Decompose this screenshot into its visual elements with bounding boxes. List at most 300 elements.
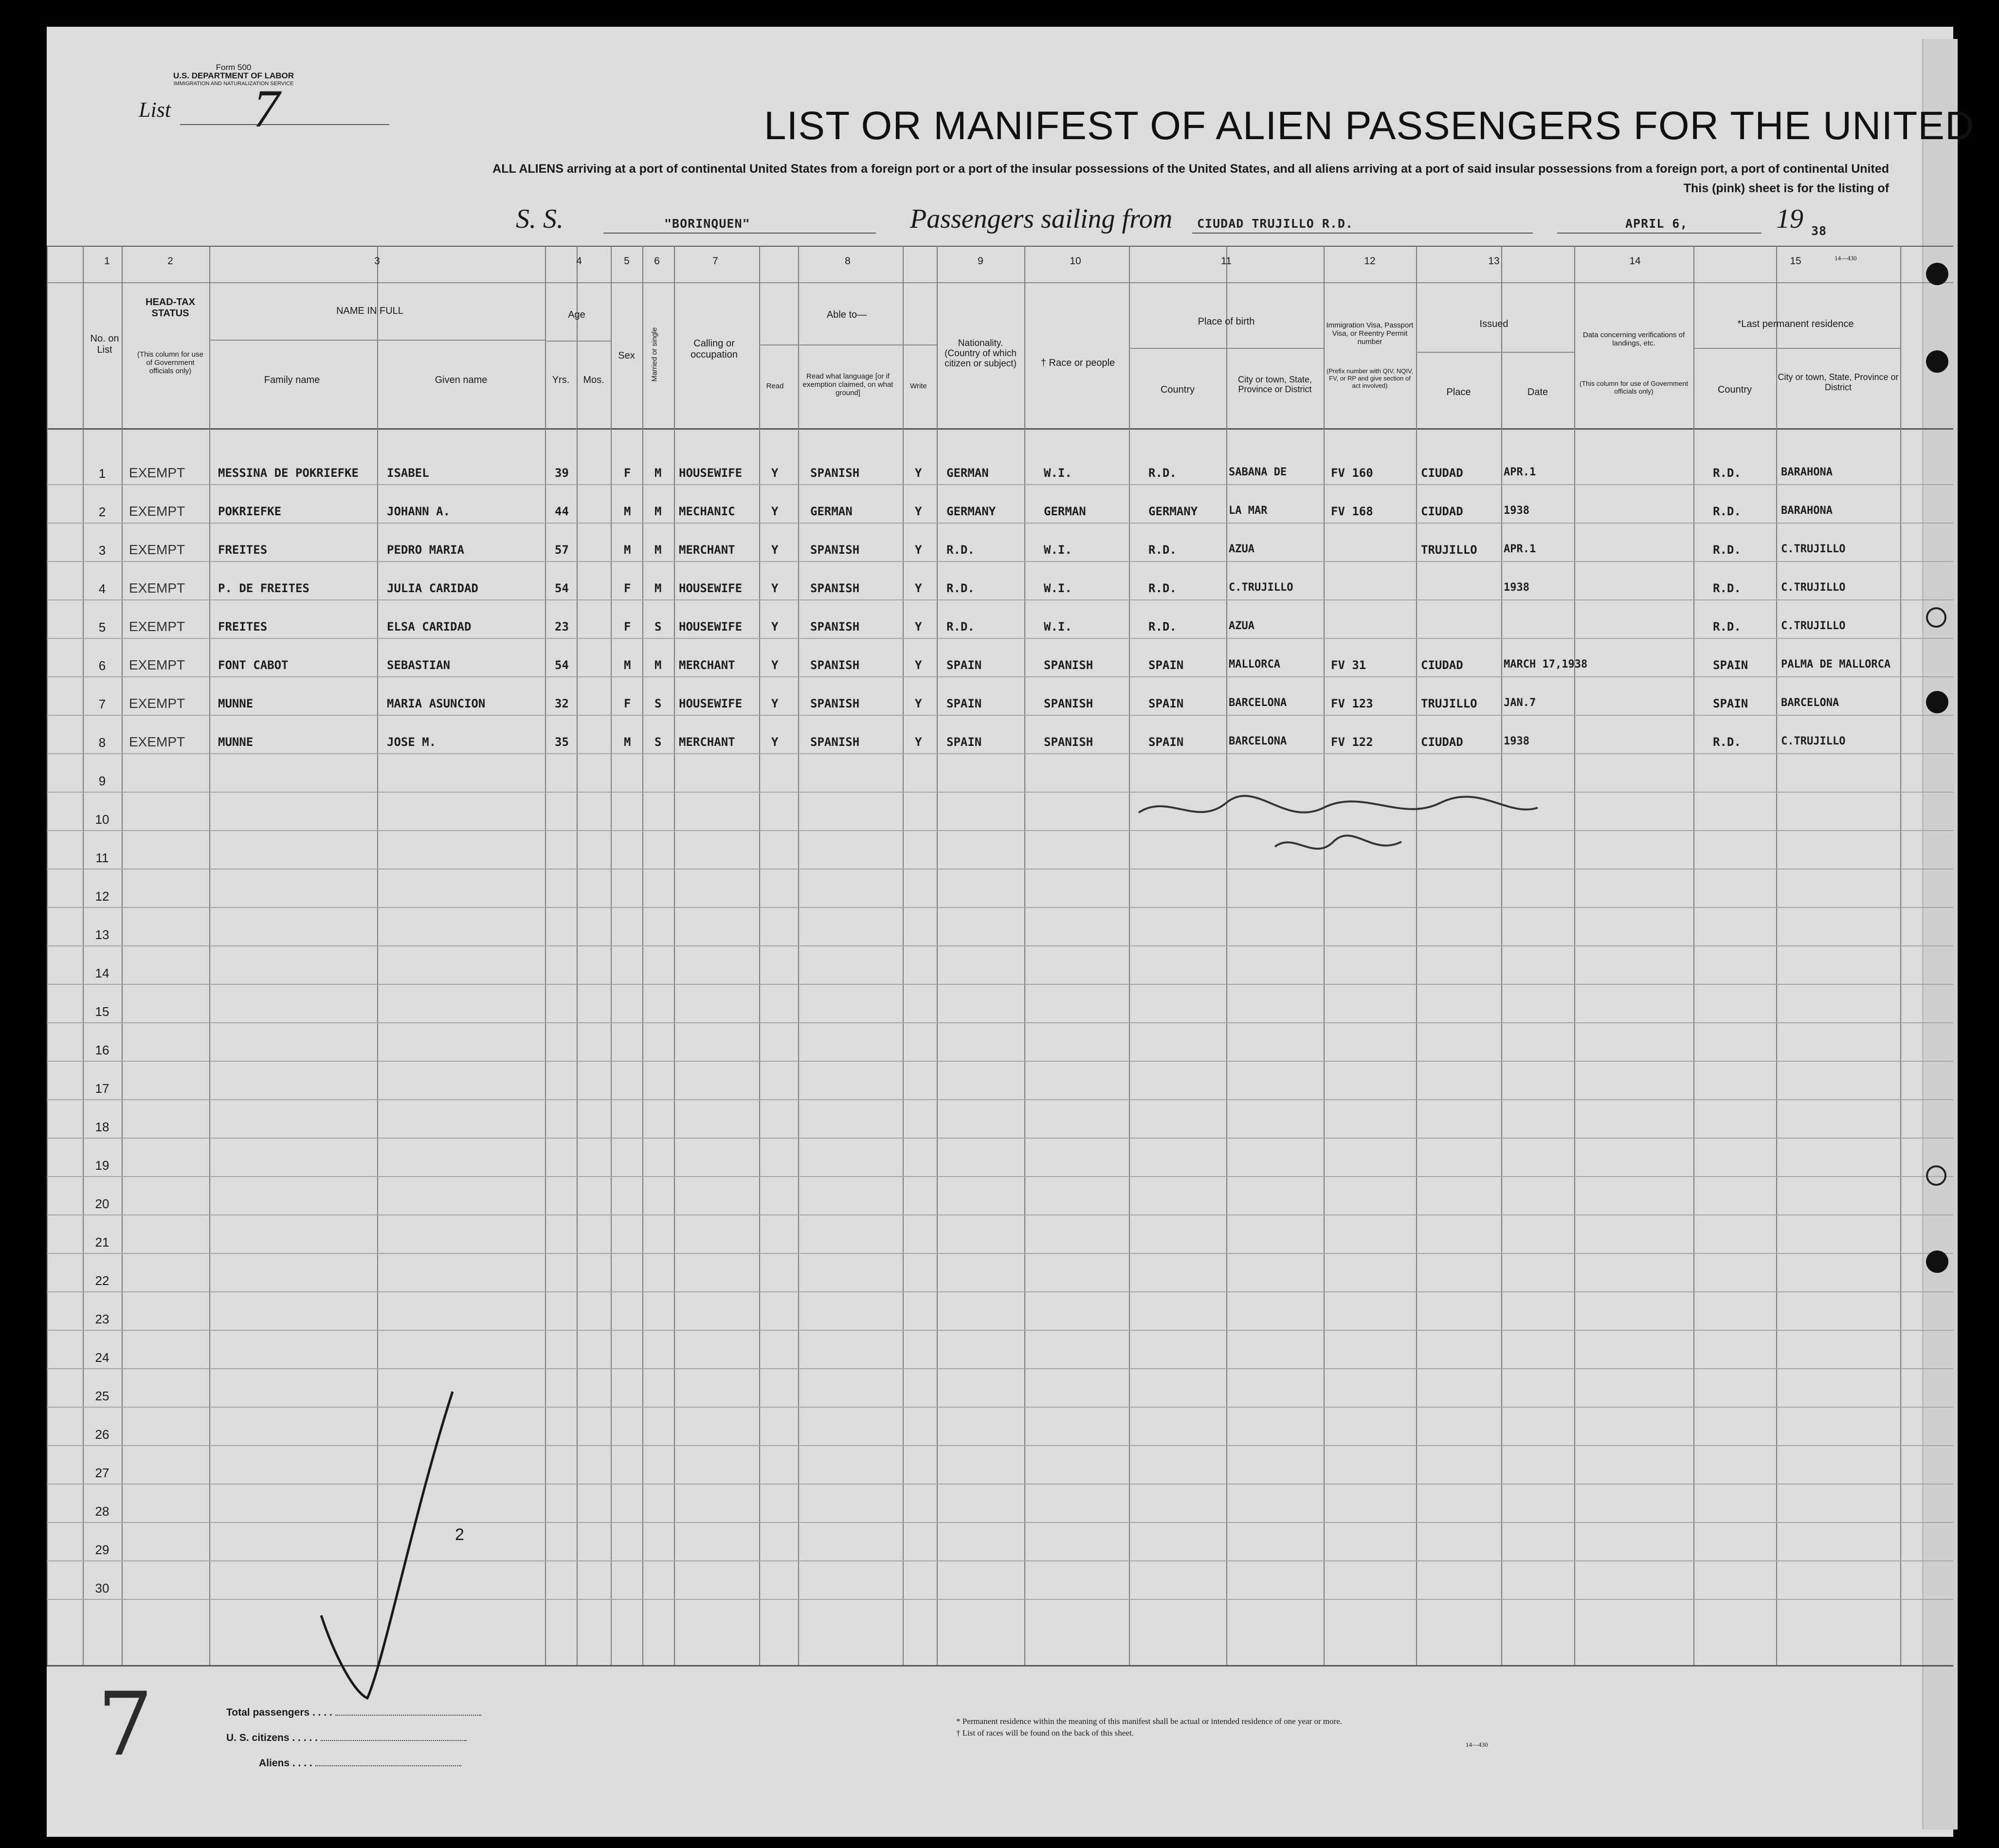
- cell-visa: FV 160: [1331, 466, 1373, 480]
- cell-i-date: JAN.7: [1504, 697, 1536, 709]
- row-divider: [47, 1214, 1953, 1215]
- cell-given: MARIA ASUNCION: [387, 697, 486, 710]
- hdr-issued: Issued: [1479, 319, 1508, 329]
- list-underline: [180, 124, 389, 125]
- cell-family: FREITES: [218, 620, 268, 634]
- column-divider: [1129, 246, 1130, 1665]
- cell-ms: M: [654, 543, 662, 557]
- footnote-residence: * Permanent residence within the meaning of this manifest shall be actual or intended residence of one year or more.: [956, 1717, 1343, 1726]
- column-divider: [545, 246, 546, 1665]
- cell-sex: F: [624, 581, 631, 595]
- row-divider: [47, 484, 1953, 485]
- row-number: 22: [95, 1273, 109, 1288]
- cell-write: Y: [915, 658, 922, 672]
- column-divider: [1416, 246, 1417, 1665]
- cell-status: EXEMPT: [129, 734, 185, 749]
- cell-given: PEDRO MARIA: [387, 543, 464, 557]
- cell-b-city: MALLORCA: [1229, 658, 1280, 670]
- row-divider: [47, 830, 1953, 831]
- cell-race: W.I.: [1044, 620, 1072, 634]
- cell-write: Y: [915, 697, 922, 710]
- column-divider: [83, 246, 84, 1665]
- row-divider: [47, 715, 1953, 716]
- cell-calling: MERCHANT: [679, 543, 735, 557]
- birth-subdivider: [1129, 348, 1324, 349]
- column-number: 2: [167, 255, 173, 267]
- form-code-bottom: 14—430: [1466, 1741, 1488, 1748]
- cell-b-country: R.D.: [1148, 581, 1177, 595]
- column-number: 15: [1790, 255, 1801, 267]
- row-divider: [47, 561, 1953, 562]
- cell-write: Y: [915, 543, 922, 557]
- cell-given: ISABEL: [387, 466, 429, 480]
- hdr-able-to: Able to—: [826, 309, 867, 320]
- cell-yrs: 32: [555, 697, 569, 710]
- punch-hole: [1926, 691, 1948, 713]
- cell-status: EXEMPT: [129, 542, 185, 557]
- cell-b-country: R.D.: [1148, 543, 1177, 557]
- cell-write: Y: [915, 466, 922, 480]
- cell-status: EXEMPT: [129, 504, 185, 519]
- row-number: 5: [98, 620, 106, 634]
- column-number: 11: [1221, 255, 1232, 267]
- cell-family: P. DE FREITES: [218, 581, 309, 595]
- column-divider: [1693, 246, 1694, 1665]
- date-underline: [1557, 233, 1762, 234]
- hdr-married: Married or single: [650, 327, 659, 382]
- row-number: 4: [98, 581, 106, 596]
- column-divider: [47, 246, 48, 1665]
- hdr-place-of-birth: Place of birth: [1198, 316, 1255, 327]
- hdr-visa-note: (Prefix number with QIV, NQIV, FV, or RP and give section of act involved): [1326, 367, 1414, 389]
- row-number: 2: [98, 505, 106, 519]
- row-divider: [47, 945, 1953, 946]
- column-number: 4: [576, 255, 582, 267]
- cell-race: W.I.: [1044, 466, 1072, 480]
- cell-ms: M: [654, 581, 662, 595]
- cell-calling: MERCHANT: [679, 735, 735, 749]
- row-divider: [47, 1291, 1953, 1292]
- cell-i-date: APR.1: [1504, 543, 1536, 555]
- column-divider: [1324, 246, 1325, 1665]
- hdr-race: † Race or people: [1040, 358, 1115, 368]
- stamp-number: 2: [455, 1525, 464, 1544]
- hdr-visa: Immigration Visa, Passport Visa, or Reentry Permit number: [1326, 321, 1414, 346]
- hdr-issued-place: Place: [1446, 387, 1471, 398]
- row-divider: [47, 1061, 1953, 1062]
- cell-sex: F: [624, 620, 631, 634]
- row-number: 15: [95, 1004, 109, 1019]
- column-number: 6: [654, 255, 660, 267]
- hdr-head-tax-note: (This column for use of Government officials only): [137, 350, 203, 375]
- port-underline: [1192, 233, 1533, 234]
- cell-nationality: R.D.: [946, 581, 975, 595]
- hdr-sex: Sex: [618, 350, 635, 361]
- sailing-date: APRIL 6,: [1625, 217, 1688, 231]
- cell-r-city: PALMA DE MALLORCA: [1781, 658, 1891, 670]
- colnum-divider: [47, 282, 1953, 283]
- ss-label: S. S.: [516, 204, 563, 234]
- subtitle-line-2: This (pink) sheet is for the listing of: [1683, 181, 1889, 195]
- cell-read: Y: [771, 466, 779, 480]
- hdr-birth-city: City or town, State, Province or District: [1237, 375, 1312, 394]
- header-bottom: [47, 428, 1953, 430]
- column-divider: [209, 246, 210, 1665]
- us-citizens-label: U. S. citizens . . . . .: [226, 1732, 467, 1744]
- row-number: 14: [95, 966, 109, 980]
- column-divider: [759, 246, 760, 1665]
- row-number: 3: [98, 543, 106, 558]
- cell-sex: M: [624, 543, 631, 557]
- column-divider: [1574, 246, 1575, 1665]
- page-title: LIST OR MANIFEST OF ALIEN PASSENGERS FOR THE UNITED: [764, 104, 1975, 148]
- row-divider: [47, 1099, 1953, 1100]
- row-number: 12: [95, 889, 109, 904]
- row-divider: [47, 1330, 1953, 1331]
- row-divider: [47, 1253, 1953, 1254]
- hdr-mos: Mos.: [583, 375, 604, 385]
- hdr-last-residence: *Last permanent residence: [1737, 319, 1854, 329]
- row-divider: [47, 907, 1953, 908]
- hdr-read: Read: [766, 382, 784, 390]
- cell-b-city: C.TRUJILLO: [1229, 581, 1293, 594]
- cell-b-city: SABANA DE: [1229, 466, 1287, 478]
- cell-r-city: C.TRUJILLO: [1781, 581, 1846, 594]
- cell-ms: M: [654, 466, 662, 480]
- row-divider: [47, 1368, 1953, 1369]
- cell-lang: SPANISH: [810, 697, 860, 710]
- age-subdivider: [545, 341, 611, 342]
- punch-hole: [1926, 1165, 1946, 1186]
- cell-b-country: SPAIN: [1148, 697, 1184, 710]
- cell-status: EXEMPT: [129, 657, 185, 672]
- cell-yrs: 57: [555, 543, 569, 557]
- issued-subdivider: [1416, 352, 1574, 353]
- hdr-head-tax: HEAD-TAX STATUS: [145, 297, 195, 319]
- row-number: 11: [95, 851, 109, 865]
- cell-family: MESSINA DE POKRIEFKE: [218, 466, 359, 480]
- column-number: 13: [1488, 255, 1500, 267]
- column-divider: [1501, 246, 1502, 1665]
- cell-family: FREITES: [218, 543, 268, 557]
- column-divider: [798, 246, 799, 1665]
- cell-lang: SPANISH: [810, 543, 860, 557]
- cell-status: EXEMPT: [129, 465, 185, 480]
- column-divider: [122, 246, 123, 1665]
- cell-status: EXEMPT: [129, 619, 185, 634]
- cell-race: W.I.: [1044, 581, 1072, 595]
- cell-read: Y: [771, 505, 779, 518]
- cell-given: JOSE M.: [387, 735, 436, 749]
- cell-lang: SPANISH: [810, 620, 860, 634]
- cell-i-date: 1938: [1504, 505, 1529, 517]
- cell-read: Y: [771, 581, 779, 595]
- cell-i-place: CIUDAD: [1421, 505, 1463, 518]
- cell-b-country: SPAIN: [1148, 658, 1184, 672]
- cell-yrs: 54: [555, 658, 569, 672]
- cell-visa: FV 168: [1331, 505, 1373, 518]
- cell-b-country: R.D.: [1148, 620, 1177, 634]
- cell-yrs: 39: [555, 466, 569, 480]
- column-divider: [611, 246, 612, 1665]
- cell-i-date: APR.1: [1504, 466, 1536, 478]
- cell-i-place: CIUDAD: [1421, 735, 1463, 749]
- column-divider: [1900, 246, 1901, 1665]
- cell-i-place: TRUJILLO: [1421, 543, 1477, 557]
- row-number: 16: [95, 1043, 109, 1057]
- column-number: 5: [624, 255, 630, 267]
- cell-ms: M: [654, 505, 662, 518]
- cell-visa: FV 31: [1331, 658, 1366, 672]
- cell-read: Y: [771, 735, 779, 749]
- cell-r-city: C.TRUJILLO: [1781, 735, 1846, 747]
- row-divider: [47, 1138, 1953, 1139]
- cell-family: MUNNE: [218, 697, 254, 710]
- cell-write: Y: [915, 620, 922, 634]
- table-top-border: [47, 246, 1953, 247]
- punch-hole: [1926, 350, 1948, 373]
- cell-family: FONT CABOT: [218, 658, 289, 672]
- row-number: 10: [95, 812, 109, 827]
- hdr-res-city: City or town, State, Province or District: [1778, 372, 1899, 392]
- column-divider: [1024, 246, 1025, 1665]
- hdr-no-on-list: No. on List: [90, 333, 119, 355]
- subtitle-line-1: ALL ALIENS arriving at a port of continental United States from a foreign port or a port of the insular possessions of the United States, and all aliens arriving at a port of said insular possessions from a foreign port, a port of continental United: [492, 162, 1889, 176]
- form-header: [146, 63, 321, 88]
- form-code-top: 14—430: [1835, 254, 1857, 262]
- cell-family: MUNNE: [218, 735, 254, 749]
- row-divider: [47, 676, 1953, 677]
- cell-ms: S: [654, 735, 662, 749]
- row-divider: [47, 753, 1953, 754]
- column-divider: [674, 246, 675, 1665]
- cell-r-country: R.D.: [1713, 466, 1741, 480]
- row-number: 9: [98, 774, 106, 788]
- row-number: 6: [98, 658, 106, 673]
- cell-read: Y: [771, 658, 779, 672]
- row-divider: [47, 984, 1953, 985]
- row-number: 23: [95, 1312, 109, 1326]
- cell-lang: SPANISH: [810, 466, 860, 480]
- column-divider: [1776, 246, 1777, 1665]
- name-subdivider: [209, 340, 545, 341]
- cell-calling: MECHANIC: [679, 505, 735, 518]
- cell-race: GERMAN: [1044, 505, 1086, 518]
- cell-r-city: C.TRUJILLO: [1781, 543, 1846, 555]
- cell-nationality: SPAIN: [946, 735, 982, 749]
- column-divider: [577, 246, 578, 1665]
- port-name: CIUDAD TRUJILLO R.D.: [1197, 217, 1354, 231]
- hdr-calling: Calling or occupation: [691, 338, 738, 360]
- hdr-name-in-full: NAME IN FULL: [336, 306, 403, 316]
- column-number: 8: [845, 255, 851, 267]
- cell-r-country: R.D.: [1713, 505, 1741, 518]
- cell-race: W.I.: [1044, 543, 1072, 557]
- cell-r-city: BARCELONA: [1781, 697, 1839, 709]
- row-number: 20: [95, 1196, 109, 1211]
- column-divider: [642, 246, 643, 1665]
- row-number: 25: [95, 1389, 109, 1403]
- cell-status: EXEMPT: [129, 580, 185, 596]
- year-suffix: 38: [1811, 224, 1827, 238]
- cell-race: SPANISH: [1044, 697, 1093, 710]
- column-number: 14: [1629, 255, 1641, 267]
- cell-b-city: BARCELONA: [1229, 697, 1287, 709]
- column-number: 1: [104, 255, 110, 267]
- hdr-read-language: Read what language [or if exemption claimed, on what ground]: [802, 372, 893, 397]
- hdr-data-concerning: Data concerning verifications of landings, etc.: [1582, 331, 1685, 347]
- cell-sex: M: [624, 735, 631, 749]
- row-number: 13: [95, 927, 109, 942]
- ship-underline: [603, 233, 876, 234]
- hdr-given-name: Given name: [435, 375, 488, 385]
- cell-given: JULIA CARIDAD: [387, 581, 478, 595]
- row-divider: [47, 638, 1953, 639]
- row-divider: [47, 869, 1953, 870]
- cell-read: Y: [771, 543, 779, 557]
- hdr-yrs: Yrs.: [552, 375, 570, 385]
- row-number: 29: [95, 1542, 109, 1557]
- cell-nationality: SPAIN: [946, 658, 982, 672]
- cell-yrs: 23: [555, 620, 569, 634]
- handwritten-signature: [1129, 783, 1547, 881]
- cell-write: Y: [915, 505, 922, 518]
- hdr-res-country: Country: [1717, 384, 1752, 395]
- row-number: 30: [95, 1581, 109, 1595]
- cell-i-place: CIUDAD: [1421, 466, 1463, 480]
- cell-b-city: BARCELONA: [1229, 735, 1287, 747]
- row-divider: [47, 599, 1953, 600]
- cell-read: Y: [771, 620, 779, 634]
- row-number: 19: [95, 1158, 109, 1173]
- column-number: 3: [374, 255, 380, 267]
- cell-nationality: SPAIN: [946, 697, 982, 710]
- able-subdivider: [759, 344, 937, 345]
- column-number: 12: [1364, 255, 1376, 267]
- footnote-races: † List of races will be found on the back of this sheet.: [956, 1728, 1134, 1738]
- column-divider: [1226, 246, 1227, 1665]
- cell-b-city: AZUA: [1229, 543, 1254, 555]
- handwritten-total: 7: [97, 1674, 153, 1776]
- aliens-label: Aliens . . . .: [259, 1757, 461, 1769]
- cell-calling: HOUSEWIFE: [679, 697, 743, 710]
- cell-race: SPANISH: [1044, 735, 1093, 749]
- column-number: 7: [712, 255, 718, 267]
- cell-write: Y: [915, 581, 922, 595]
- cell-r-city: C.TRUJILLO: [1781, 620, 1846, 632]
- year-prefix: 19: [1776, 204, 1803, 234]
- row-divider: [47, 1176, 1953, 1177]
- hdr-data-note: (This column for use of Government officials only): [1579, 380, 1689, 395]
- column-number: 10: [1070, 255, 1081, 267]
- cell-write: Y: [915, 735, 922, 749]
- cell-r-country: SPAIN: [1713, 658, 1748, 672]
- cell-nationality: R.D.: [946, 543, 975, 557]
- cell-status: EXEMPT: [129, 696, 185, 711]
- cell-ms: M: [654, 658, 662, 672]
- hdr-issued-date: Date: [1527, 387, 1548, 398]
- cell-given: JOHANN A.: [387, 505, 451, 518]
- form-number: Form 500: [216, 63, 252, 72]
- residence-subdivider: [1693, 348, 1900, 349]
- row-number: 26: [95, 1427, 109, 1442]
- cell-nationality: GERMANY: [946, 505, 996, 518]
- cell-race: SPANISH: [1044, 658, 1093, 672]
- cell-b-country: R.D.: [1148, 466, 1177, 480]
- row-number: 17: [95, 1081, 109, 1096]
- ship-name: "BORINQUEN": [664, 217, 750, 231]
- column-divider: [937, 246, 938, 1665]
- punch-hole: [1926, 263, 1948, 285]
- cell-b-city: LA MAR: [1229, 505, 1268, 517]
- list-number: 7: [253, 79, 280, 138]
- cell-lang: GERMAN: [810, 505, 853, 518]
- list-label: List: [139, 98, 171, 122]
- total-passengers-label: Total passengers . . . .: [226, 1707, 481, 1719]
- department-name: U.S. DEPARTMENT OF LABOR: [173, 71, 294, 80]
- cell-lang: SPANISH: [810, 735, 860, 749]
- cell-r-country: R.D.: [1713, 620, 1741, 634]
- cell-calling: HOUSEWIFE: [679, 581, 743, 595]
- cell-r-country: R.D.: [1713, 735, 1741, 749]
- cell-calling: HOUSEWIFE: [679, 466, 743, 480]
- row-number: 7: [98, 697, 106, 711]
- hdr-write: Write: [910, 382, 927, 390]
- cell-r-city: BARAHONA: [1781, 466, 1833, 478]
- service-name: IMMIGRATION AND NATURALIZATION SERVICE: [173, 81, 294, 87]
- row-divider: [47, 1022, 1953, 1023]
- hdr-family-name: Family name: [264, 375, 320, 385]
- cell-given: ELSA CARIDAD: [387, 620, 472, 634]
- cell-sex: F: [624, 697, 631, 710]
- cell-nationality: GERMAN: [946, 466, 989, 480]
- handwritten-checkmark: [311, 1387, 457, 1708]
- row-number: 8: [98, 735, 106, 750]
- row-number: 1: [98, 466, 106, 481]
- cell-sex: F: [624, 466, 631, 480]
- punch-hole: [1926, 1250, 1948, 1273]
- cell-ms: S: [654, 620, 662, 634]
- cell-yrs: 44: [555, 505, 569, 518]
- cell-r-city: BARAHONA: [1781, 505, 1833, 517]
- row-number: 18: [95, 1120, 109, 1134]
- cell-visa: FV 123: [1331, 697, 1373, 710]
- row-divider: [47, 523, 1953, 524]
- cell-r-country: SPAIN: [1713, 697, 1748, 710]
- cell-read: Y: [771, 697, 779, 710]
- hdr-age: Age: [568, 309, 585, 320]
- column-number: 9: [978, 255, 983, 267]
- cell-i-date: MARCH 17,1938: [1504, 658, 1588, 670]
- cell-i-place: CIUDAD: [1421, 658, 1463, 672]
- cell-calling: MERCHANT: [679, 658, 735, 672]
- row-divider: [47, 792, 1953, 793]
- cell-family: POKRIEFKE: [218, 505, 282, 518]
- cell-sex: M: [624, 658, 631, 672]
- cell-visa: FV 122: [1331, 735, 1373, 749]
- cell-nationality: R.D.: [946, 620, 975, 634]
- cell-yrs: 35: [555, 735, 569, 749]
- cell-ms: S: [654, 697, 662, 710]
- hdr-birth-country: Country: [1160, 384, 1195, 395]
- row-number: 28: [95, 1504, 109, 1519]
- row-number: 24: [95, 1350, 109, 1365]
- cell-given: SEBASTIAN: [387, 658, 451, 672]
- cell-b-city: AZUA: [1229, 620, 1254, 632]
- hdr-nationality: Nationality. (Country of which citizen or subject): [945, 338, 1017, 369]
- cell-r-country: R.D.: [1713, 581, 1741, 595]
- cell-b-country: SPAIN: [1148, 735, 1184, 749]
